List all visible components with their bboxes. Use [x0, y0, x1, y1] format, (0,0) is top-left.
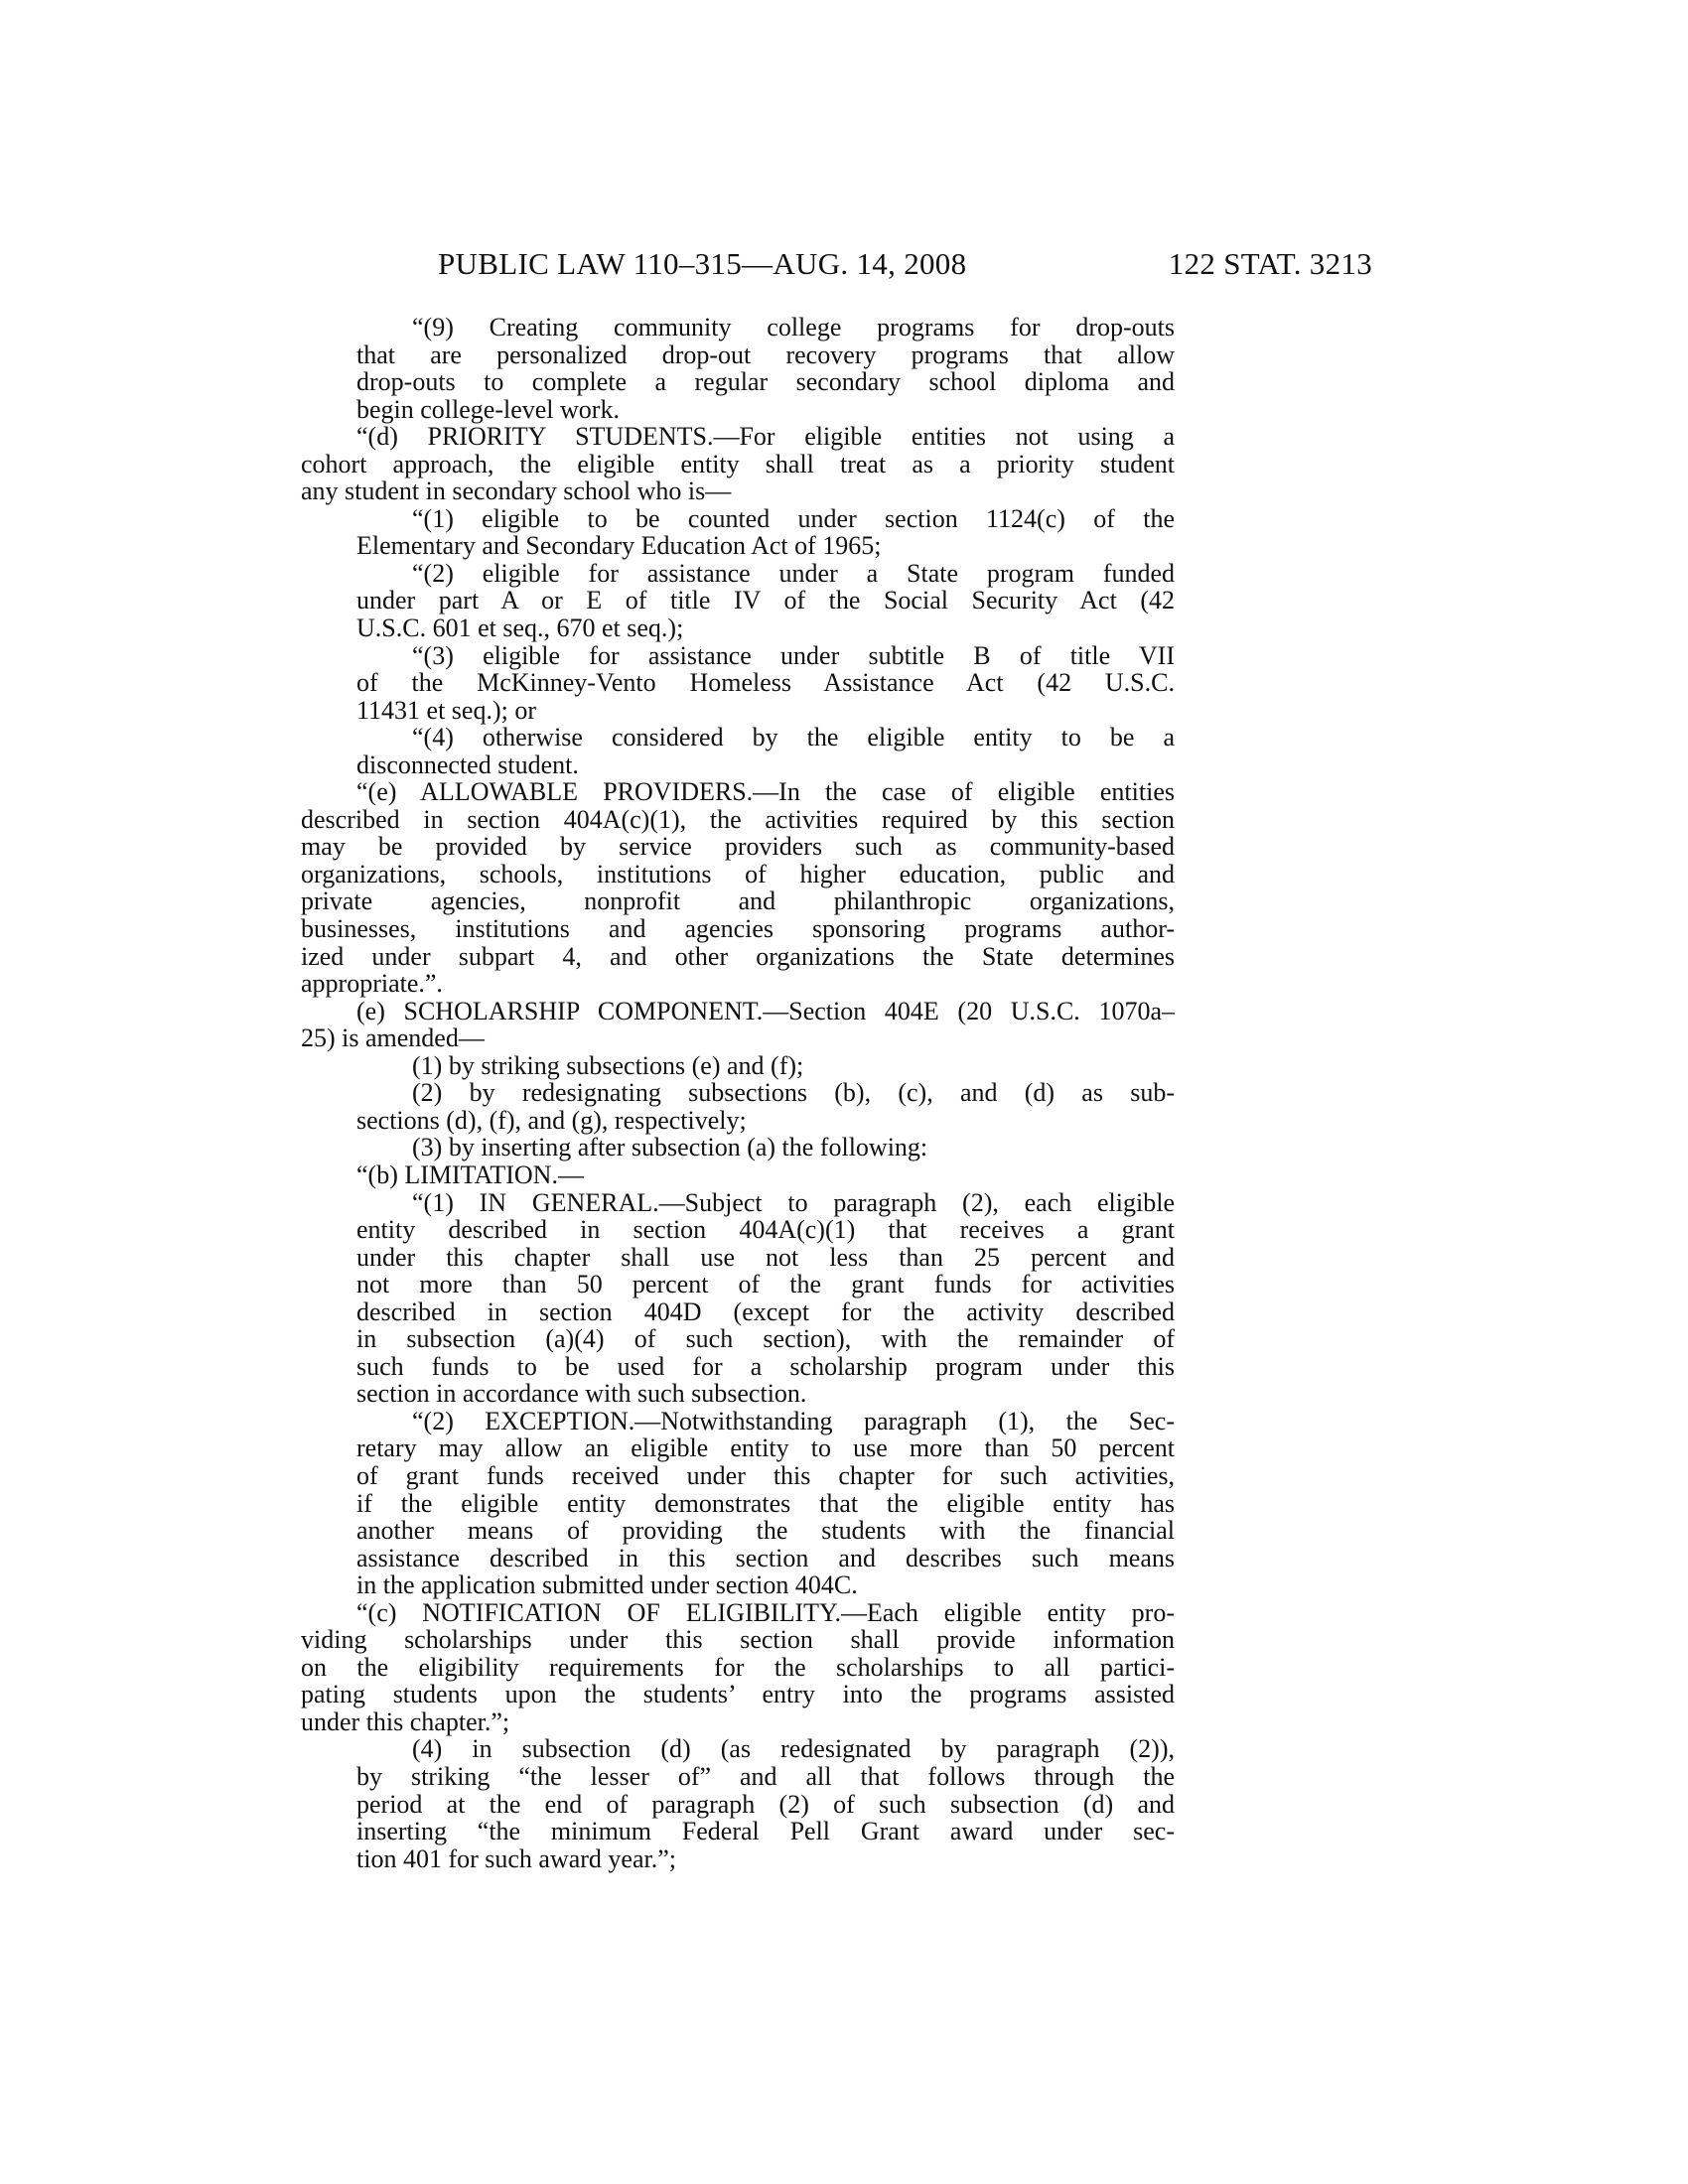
text-line: U.S.C. 601 et seq., 670 et seq.);	[356, 614, 684, 643]
text-line: ized under subpart 4, and other organizations the State determines	[301, 941, 1175, 971]
text-line: appropriate.”.	[301, 969, 443, 999]
text-line: under this chapter.”;	[301, 1706, 510, 1736]
text-line: assistance described in this section and describes such means	[356, 1543, 1175, 1572]
text-line: in the application submitted under section 404C.	[356, 1570, 858, 1600]
text-line: if the eligible entity demonstrates that the eligible entity has	[356, 1488, 1175, 1518]
text-line: under part A or E of title IV of the Social Security Act (42	[356, 586, 1175, 615]
text-line: 25) is amended—	[301, 1024, 485, 1053]
text-line: “(2) eligible for assistance under a State program funded	[412, 558, 1175, 588]
text-line: (e) SCHOLARSHIP COMPONENT.—Section 404E (20 U.S.C. 1070a–	[356, 996, 1175, 1025]
paragraph	[301, 1189, 1175, 1408]
document-body	[301, 314, 1175, 1872]
text-line: not more than 50 percent of the grant funds for activities	[356, 1270, 1175, 1299]
text-line: described in section 404A(c)(1), the activities required by this section	[301, 804, 1175, 834]
paragraph	[301, 778, 1175, 997]
text-line: may be provided by service providers such as community-based	[301, 832, 1175, 862]
text-line: such funds to be used for a scholarship program under this	[356, 1351, 1175, 1381]
text-line: tion 401 for such award year.”;	[356, 1843, 677, 1873]
statute-page-reference: 122 STAT. 3213	[1168, 246, 1372, 281]
paragraph	[301, 1599, 1175, 1736]
paragraph	[301, 1052, 1175, 1080]
paragraph	[301, 1735, 1175, 1872]
paragraph	[301, 724, 1175, 778]
text-line: described in section 404D (except for the activity described	[356, 1297, 1175, 1326]
text-line: “(c) NOTIFICATION OF ELIGIBILITY.—Each eligible entity pro-	[356, 1597, 1175, 1627]
paragraph	[301, 560, 1175, 642]
text-line: that are personalized drop-out recovery programs that allow	[356, 340, 1175, 369]
text-line: pating students upon the students’ entry into the programs assisted	[301, 1680, 1175, 1709]
text-line: of the McKinney-Vento Homeless Assistance Act (42 U.S.C.	[356, 668, 1175, 698]
text-line: (1) by striking subsections (e) and (f);	[412, 1050, 804, 1080]
text-line: “(1) IN GENERAL.—Subject to paragraph (2), each eligible	[412, 1187, 1175, 1217]
text-line: “(1) eligible to be counted under section 1124(c) of the	[412, 503, 1175, 533]
paragraph	[301, 998, 1175, 1052]
paragraph	[301, 1408, 1175, 1599]
text-line: “(2) EXCEPTION.—Notwithstanding paragraph (1), the Sec-	[412, 1406, 1175, 1435]
paragraph	[301, 1134, 1175, 1161]
text-line: businesses, institutions and agencies sponsoring programs author-	[301, 914, 1175, 944]
text-line: (3) by inserting after subsection (a) the following:	[412, 1133, 928, 1162]
text-line: another means of providing the students with the financial	[356, 1516, 1175, 1546]
text-line: on the eligibility requirements for the scholarships to all partici-	[301, 1652, 1175, 1682]
paragraph	[301, 1079, 1175, 1134]
text-line: 11431 et seq.); or	[356, 695, 536, 725]
text-line: disconnected student.	[356, 750, 579, 779]
paragraph	[301, 314, 1175, 423]
text-line: retary may allow an eligible entity to use more than 50 percent	[356, 1433, 1175, 1463]
text-line: cohort approach, the eligible entity shall treat as a priority student	[301, 449, 1175, 478]
text-line: any student in secondary school who is—	[301, 477, 732, 506]
text-line: Elementary and Secondary Education Act of 1965;	[356, 531, 882, 561]
text-line: entity described in section 404A(c)(1) that receives a grant	[356, 1215, 1175, 1245]
paragraph	[301, 423, 1175, 505]
text-line: “(9) Creating community college programs for drop-outs	[412, 313, 1175, 341]
text-line: begin college-level work.	[356, 394, 620, 424]
text-line: viding scholarships under this section shall provide information	[301, 1625, 1175, 1655]
paragraph	[301, 505, 1175, 560]
text-line: under this chapter shall use not less than 25 percent and	[356, 1242, 1175, 1272]
text-line: in subsection (a)(4) of such section), with the remainder of	[356, 1324, 1175, 1354]
running-header	[0, 246, 1688, 286]
paragraph	[301, 642, 1175, 725]
text-line: “(b) LIMITATION.—	[356, 1160, 584, 1189]
text-line: sections (d), (f), and (g), respectively;	[356, 1105, 747, 1135]
text-line: by striking “the lesser of” and all that follows through the	[356, 1761, 1175, 1791]
text-line: inserting “the minimum Federal Pell Grant award under sec-	[356, 1817, 1175, 1846]
text-line: organizations, schools, institutions of higher education, public and	[301, 859, 1175, 888]
paragraph	[301, 1161, 1175, 1189]
text-line: section in accordance with such subsection.	[356, 1379, 807, 1409]
text-line: “(d) PRIORITY STUDENTS.—For eligible entities not using a	[356, 422, 1175, 452]
text-line: of grant funds received under this chapter for such activities,	[356, 1460, 1175, 1490]
text-line: “(4) otherwise considered by the eligible entity to be a	[412, 723, 1175, 752]
text-line: (2) by redesignating subsections (b), (c), and (d) as sub-	[412, 1078, 1175, 1108]
text-line: drop-outs to complete a regular secondary school diploma and	[356, 367, 1175, 397]
text-line: “(3) eligible for assistance under subtitle B of title VII	[412, 640, 1175, 670]
running-head: PUBLIC LAW 110–315—AUG. 14, 2008	[438, 246, 967, 281]
text-line: private agencies, nonprofit and philanthropic organizations,	[301, 887, 1175, 916]
text-line: (4) in subsection (d) (as redesignated by paragraph (2)),	[412, 1734, 1175, 1764]
text-line: “(e) ALLOWABLE PROVIDERS.—In the case of eligible entities	[356, 777, 1175, 807]
text-line: period at the end of paragraph (2) of such subsection (d) and	[356, 1789, 1175, 1819]
